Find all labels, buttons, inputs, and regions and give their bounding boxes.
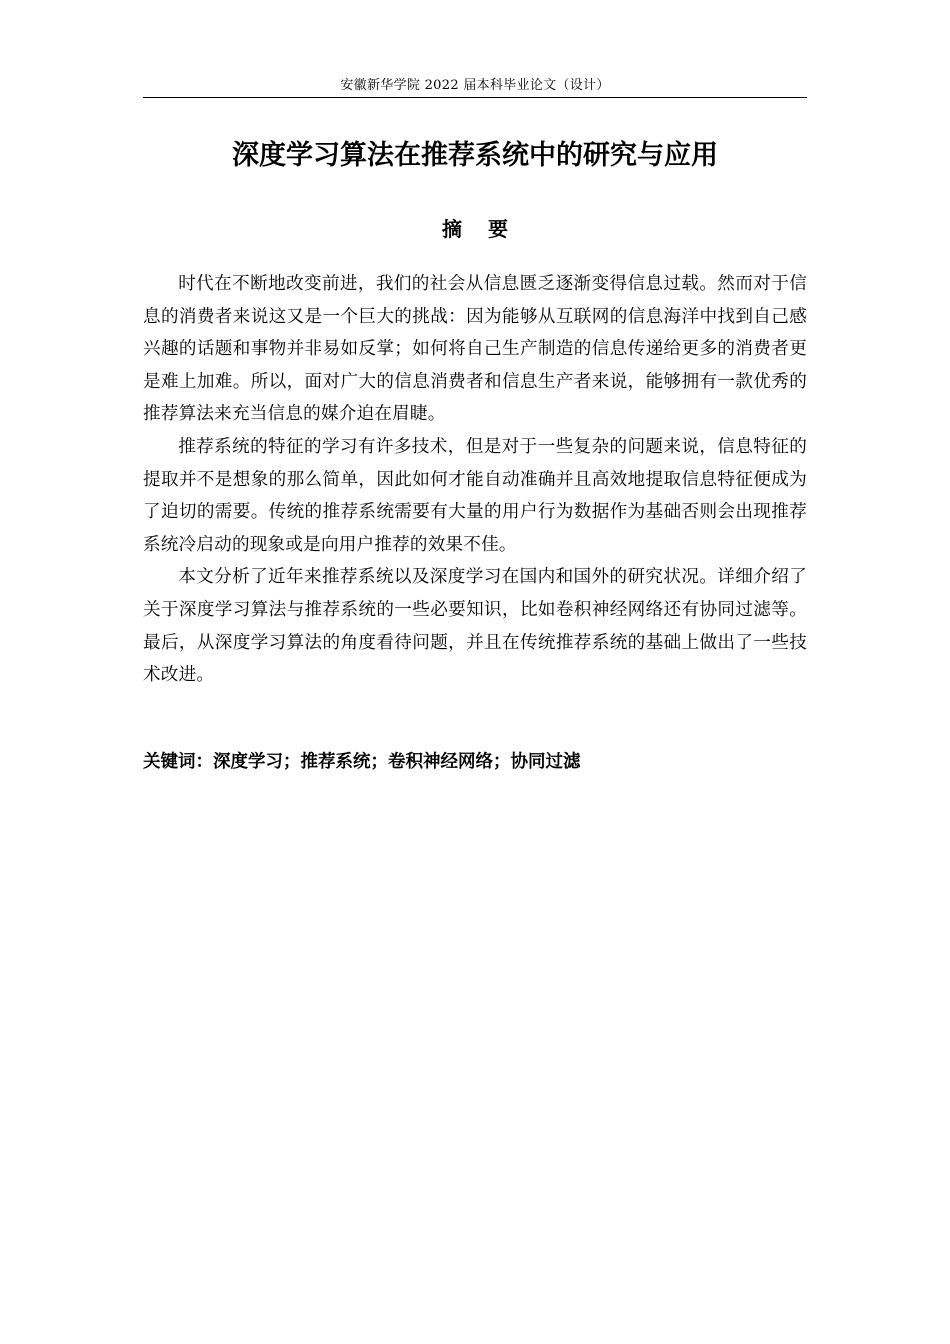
abstract-body — [143, 268, 807, 692]
running-header — [143, 76, 807, 98]
abstract-paragraph: 本文分析了近年来推荐系统以及深度学习在国内和国外的研究状况。详细介绍了关于深度学习算法与推荐系统的一些必要知识，比如卷积神经网络还有协同过滤等。最后，从深度学习算法的角度看待问题，并且在传统推荐系统的基础上做出了一些技术改进。 — [143, 567, 807, 686]
running-header-text: 安徽新华学院 2022 届本科毕业论文（设计） — [340, 78, 610, 93]
abstract-paragraph: 推荐系统的特征的学习有许多技术，但是对于一些复杂的问题来说，信息特征的提取并不是想象的那么简单，因此如何才能自动准确并且高效地提取信息特征便成为了迫切的需要。传统的推荐系统需要有大量的用户行为数据作为基础否则会出现推荐系统冷启动的现象或是向用户推荐的效果不佳。 — [143, 436, 807, 555]
abstract-paragraph: 时代在不断地改变前进，我们的社会从信息匮乏逐渐变得信息过载。然而对于信息的消费者来说这又是一个巨大的挑战：因为能够从互联网的信息海洋中找到自己感兴趣的话题和事物并非易如反掌；如何将自己生产制造的信息传递给更多的消费者更是难上加难。所以，面对广大的信息消费者和信息生产者来说，能够拥有一款优秀的推荐算法来充当信息的媒介迫在眉睫。 — [143, 274, 807, 425]
thesis-title: 深度学习算法在推荐系统中的研究与应用 — [232, 140, 718, 171]
abstract-heading: 摘要 — [442, 217, 534, 241]
keywords-line: 关键词：深度学习；推荐系统；卷积神经网络；协同过滤 — [143, 752, 581, 772]
